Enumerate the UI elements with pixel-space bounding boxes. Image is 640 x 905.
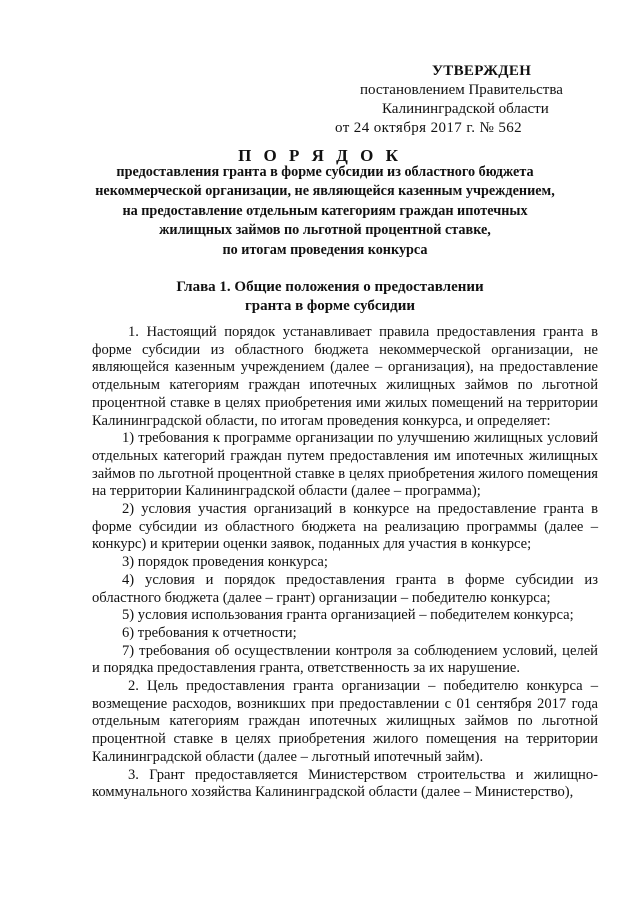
list-item: 6) требования к отчетности;	[122, 624, 297, 641]
paragraph: 2. Цель предоставления гранта организации – победителю конкурса – возмещение расходов, возникших при предоставлении с 01 сентября 2017 года отдельным категориям граждан ипотечных жилищных займов по льготной процентной ставке в целях приобретения жилого помещения на территории Калининградской области (далее – льготный ипотечный займ).	[92, 678, 598, 765]
subtitle-line: предоставления гранта в форме субсидии из областного бюджета	[116, 164, 534, 180]
list-item: 1) требования к программе организации по улучшению жилищных условий отдельных категорий граждан путем предоставления им ипотечных жилищных займов по льготной процентной ставке в целях приобретения жилого помещения на территории Калининградской области (далее – программа);	[92, 430, 598, 500]
subtitle-line: жилищных займов по льготной процентной ставке,	[159, 222, 491, 239]
chapter-heading	[150, 278, 510, 315]
document-body	[92, 324, 598, 802]
chapter-heading-line: Глава 1. Общие положения о предоставлении	[176, 279, 484, 295]
list-item: 4) условия и порядок предоставления гранта в форме субсидии из областного бюджета (далее – грант) организации – победителю конкурса;	[92, 571, 598, 606]
subtitle-line: некоммерческой организации, не являющейся казенным учреждением,	[95, 183, 555, 200]
paragraph: 3. Грант предоставляется Министерством строительства и жилищно-коммунального хозяйства Калининградской области (далее – Министерство),	[92, 766, 598, 801]
paragraph: 1. Настоящий порядок устанавливает правила предоставления гранта в форме субсидии из областного бюджета некоммерческой организации, не являющейся казенным учреждением (далее – организация), на предоставление отдельным категориям граждан ипотечных жилищных займов по льготной процентной ставке в целях приобретения ими жилых помещений на территории Калининградской области, по итогам проведения конкурса, и определяет:	[92, 324, 598, 429]
chapter-heading-line: гранта в форме субсидии	[244, 297, 415, 314]
list-item: 3) порядок проведения конкурса;	[122, 554, 328, 571]
approval-stamp	[300, 62, 600, 138]
document-subtitle	[90, 163, 560, 260]
subtitle-line: на предоставление отдельным категориям граждан ипотечных	[122, 202, 528, 219]
approval-title: УТВЕРЖДЕН	[432, 63, 532, 79]
approval-line: Калининградской области	[382, 101, 549, 117]
list-item: 7) требования об осуществлении контроля за соблюдением условий, целей и порядка предоставления гранта, ответственность за их нарушение.	[92, 642, 598, 677]
approval-date-number: от 24 октября 2017 г. № 562	[335, 120, 523, 136]
list-item: 2) условия участия организаций в конкурсе на предоставление гранта в форме субсидии из областного бюджета на реализацию программы (далее – конкурс) и критерии оценки заявок, поданных для участия в конкурсе;	[92, 501, 598, 553]
document-title: П О Р Я Д О К	[238, 146, 402, 165]
subtitle-line: по итогам проведения конкурса	[222, 241, 428, 258]
list-item: 5) условия использования гранта организацией – победителем конкурса;	[122, 607, 574, 624]
approval-line: постановлением Правительства	[360, 82, 563, 98]
